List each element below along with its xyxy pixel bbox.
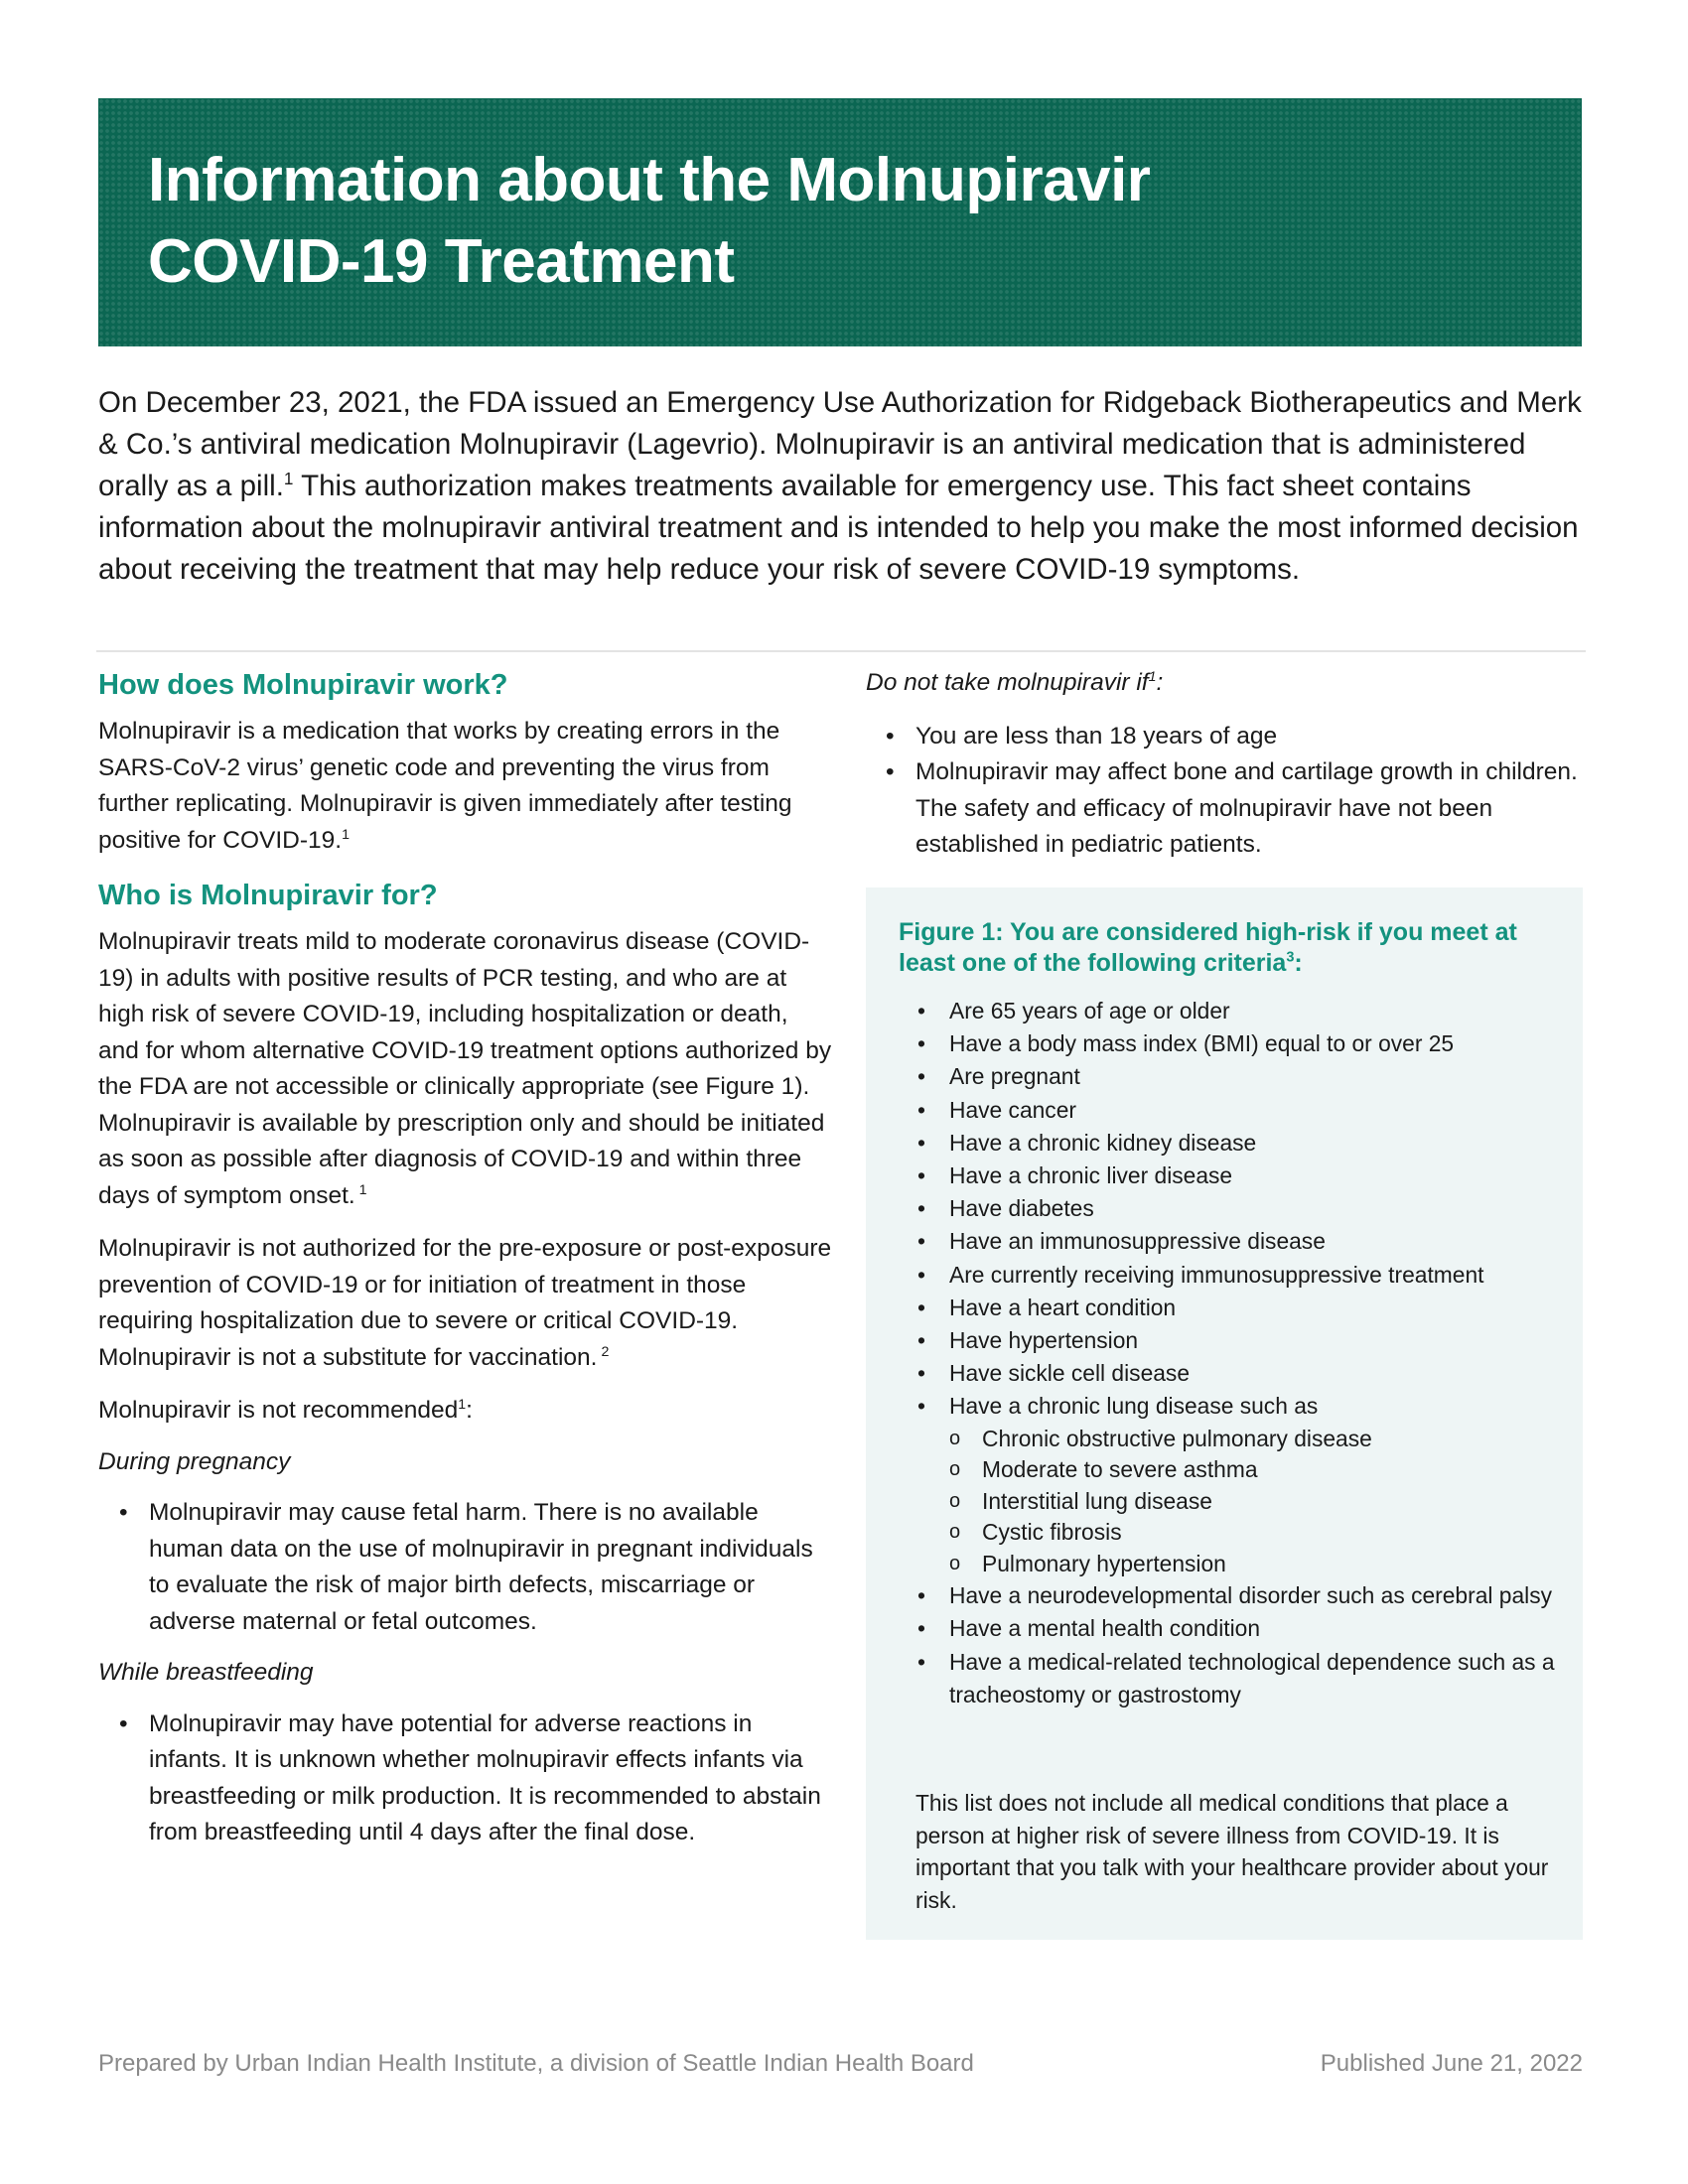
who-for-paragraph-2 — [98, 1231, 833, 1376]
risk-criteria-item-lung-label: Have a chronic lung disease such as — [949, 1393, 1319, 1420]
not-recommended-colon: : — [466, 1397, 473, 1424]
who-for-heading: Who is Molnupiravir for? — [98, 880, 438, 911]
who-for-paragraph-1-ref: 1 — [354, 1181, 367, 1198]
figure-1-title-colon: : — [1294, 949, 1303, 977]
do-not-take-item: • Molnupiravir may affect bone and cartilage growth in children. The safety and efficacy of molnupiravir have not been established in pediatric patients. — [915, 754, 1583, 864]
risk-criteria-item: • Have a chronic liver disease — [949, 1160, 1565, 1192]
pregnancy-list — [98, 1495, 833, 1640]
intro-paragraph — [98, 382, 1588, 591]
who-for-paragraph-2-ref: 2 — [597, 1343, 610, 1360]
intro-text-2: This authorization makes treatments available for emergency use. This fact sheet contains information about the molnupiravir antiviral treatment and is intended to help you make the most informed decision about receiving the treatment that may help reduce your risk of severe COVID-19 symptoms. — [98, 470, 1579, 586]
footer-published-date: Published June 21, 2022 — [1320, 2050, 1583, 2077]
figure-1-box — [866, 887, 1583, 1940]
risk-criteria-item: • Are currently receiving immunosuppressive treatment — [949, 1259, 1565, 1292]
pregnancy-bullet: • Molnupiravir may cause fetal harm. There is no available human data on the use of molnupiravir in pregnant individuals to evaluate the risk of major birth defects, miscarriage or adverse maternal or fetal outcomes. — [149, 1495, 833, 1640]
right-column — [866, 665, 1583, 1913]
risk-criteria-item: • Have a neurodevelopmental disorder such as cerebral palsy — [949, 1579, 1565, 1612]
not-recommended-label — [98, 1393, 833, 1430]
section-divider — [96, 650, 1586, 652]
title-banner — [98, 98, 1582, 346]
left-column — [98, 665, 833, 1851]
breastfeeding-bullet: • Molnupiravir may have potential for adverse reactions in infants. It is unknown whether molnupiravir effects infants via breastfeeding or milk production. It is recommended to abstain from breastfeeding until 4 days after the final dose. — [149, 1706, 833, 1851]
how-it-works-footnote-ref: 1 — [342, 826, 350, 843]
lung-disease-sublist — [949, 1424, 1565, 1580]
not-recommended-text: Molnupiravir is not recommended — [98, 1397, 459, 1424]
risk-criteria-item: • Have hypertension — [949, 1324, 1565, 1357]
risk-criteria-item: • Have a chronic kidney disease — [949, 1127, 1565, 1160]
do-not-take-text: Do not take molnupiravir if — [866, 669, 1149, 696]
footer-prepared-by: Prepared by Urban Indian Health Institute, a division of Seattle Indian Health Board — [98, 2050, 974, 2077]
figure-1-title-text: Figure 1: You are considered high-risk if you meet at least one of the following criteria — [899, 918, 1517, 977]
lung-disease-subitem: o Cystic fibrosis — [982, 1517, 1565, 1549]
who-for-paragraph-1 — [98, 924, 833, 1214]
risk-criteria-list — [949, 995, 1565, 1711]
page-title: Information about the Molnupiravir COVID-19 Treatment — [148, 146, 1151, 296]
who-for-paragraph-1-body: Molnupiravir treats mild to moderate coronavirus disease (COVID-19) in adults with positive results of PCR testing, and who are at high risk of severe COVID-19, including hospitalization or death, and for whom alternative COVID-19 treatment options authorized by the FDA are not accessible or clinically appropriate (see Figure 1). Molnupiravir is available by prescription only and should be initiated as soon as possible after diagnosis of COVID-19 and within three days of symptom onset. — [98, 928, 832, 1209]
risk-criteria-item-lung — [949, 1390, 1565, 1579]
do-not-take-list — [866, 719, 1583, 864]
risk-criteria-item: • Have an immunosuppressive disease — [949, 1225, 1565, 1258]
do-not-take-item: • You are less than 18 years of age — [915, 719, 1583, 755]
breastfeeding-list — [98, 1706, 833, 1851]
not-recommended-ref: 1 — [458, 1396, 467, 1413]
lung-disease-subitem: o Chronic obstructive pulmonary disease — [982, 1424, 1565, 1455]
do-not-take-colon: : — [1156, 669, 1164, 696]
breastfeeding-label: While breastfeeding — [98, 1659, 314, 1686]
risk-criteria-item: • Have diabetes — [949, 1192, 1565, 1225]
lung-disease-subitem: o Interstitial lung disease — [982, 1486, 1565, 1518]
risk-criteria-item: • Are 65 years of age or older — [949, 995, 1565, 1027]
risk-criteria-item: • Have a body mass index (BMI) equal to or over 25 — [949, 1027, 1565, 1060]
intro-footnote-ref: 1 — [283, 470, 294, 489]
how-it-works-heading: How does Molnupiravir work? — [98, 669, 508, 701]
risk-criteria-item: • Have a medical-related technological dependence such as a tracheostomy or gastrostomy — [949, 1646, 1565, 1711]
lung-disease-subitem: o Moderate to severe asthma — [982, 1454, 1565, 1486]
risk-criteria-item: • Have a mental health condition — [949, 1612, 1565, 1645]
pregnancy-label: During pregnancy — [98, 1447, 291, 1475]
figure-1-title-ref: 3 — [1286, 949, 1295, 966]
risk-criteria-item: • Have a heart condition — [949, 1292, 1565, 1324]
risk-criteria-item: • Have sickle cell disease — [949, 1357, 1565, 1390]
who-for-paragraph-2-body: Molnupiravir is not authorized for the pre-exposure or post-exposure prevention of COVID-19 or for initiation of treatment in those requiring hospitalization due to severe or critical COVID-19. Molnupiravir is not a substitute for vaccination. — [98, 1235, 832, 1371]
how-it-works-text — [98, 714, 833, 859]
risk-criteria-item: • Are pregnant — [949, 1060, 1565, 1093]
do-not-take-ref: 1 — [1148, 668, 1157, 685]
do-not-take-label — [866, 665, 1583, 702]
how-it-works-body: Molnupiravir is a medication that works by creating errors in the SARS-CoV-2 virus’ genetic code and preventing the virus from further replicating. Molnupiravir is given immediately after testing positive for COVID-19. — [98, 718, 792, 854]
intro-text-1: On December 23, 2021, the FDA issued an Emergency Use Authorization for Ridgeback Biotherapeutics and Merk & Co.’s antiviral medication Molnupiravir (Lagevrio). Molnupiravir is an antiviral medication that is administered orally as a pill. — [98, 386, 1582, 502]
figure-1-title — [899, 917, 1574, 979]
figure-1-note: This list does not include all medical conditions that place a person at higher risk of severe illness from COVID-19. It is important that you talk with your healthcare provider about your risk. — [915, 1790, 1549, 1913]
risk-criteria-item: • Have cancer — [949, 1094, 1565, 1127]
lung-disease-subitem: o Pulmonary hypertension — [982, 1549, 1565, 1580]
